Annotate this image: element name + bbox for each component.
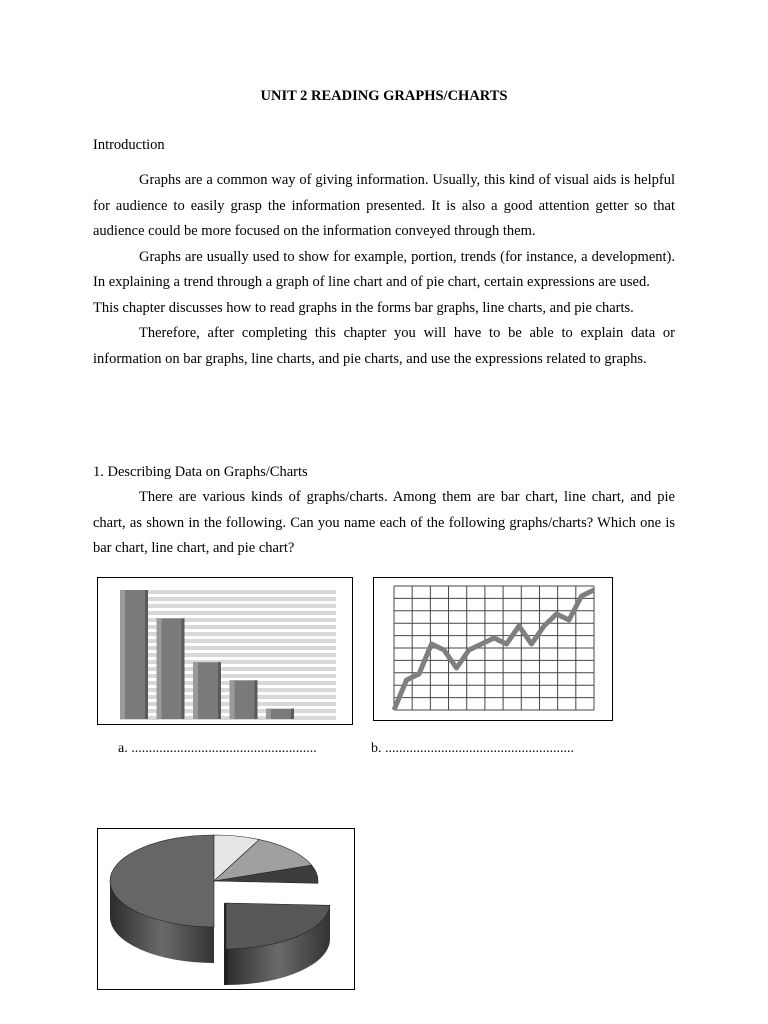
bar-1 [120, 590, 148, 719]
intro-paragraph-1: Graphs are a common way of giving information. Usually, this kind of visual aids is helpful for audience to easily grasp the information presented. It is also a good attention getter so that audience could be more focused on the information conveyed through them. [93, 172, 675, 239]
answer-a-line: a. ..................................................... [118, 741, 317, 756]
bar-4 [230, 680, 258, 719]
line-chart-image [374, 578, 612, 720]
intro-heading: Introduction [93, 137, 165, 153]
bar-chart-figure [97, 577, 353, 725]
chapter-sentence: This chapter discusses how to read graphs in the forms bar graphs, line charts, and pie charts. [93, 299, 634, 316]
line-series [394, 590, 594, 710]
bar-2 [157, 618, 185, 719]
bar-5 [266, 709, 294, 719]
section1-heading: 1. Describing Data on Graphs/Charts [93, 464, 308, 480]
section1-paragraph: There are various kinds of graphs/charts. Among them are bar chart, line chart, and pie chart, as shown in the following. Can you name each of the following graphs/charts? Which one is bar chart, line chart, and pie chart? [93, 489, 675, 556]
pie-chart-image [98, 829, 354, 989]
intro-body [93, 168, 675, 372]
answer-b-line: b. ...................................................... [371, 741, 574, 756]
intro-paragraph-2: Graphs are usually used to show for example, portion, trends (for instance, a development). In explaining a trend through a graph of line chart and of pie chart, certain expressions are used. [93, 248, 675, 290]
pie-chart-figure [97, 828, 355, 990]
line-chart-figure [373, 577, 613, 721]
page-title: UNIT 2 READING GRAPHS/CHARTS [260, 88, 508, 104]
bar-3 [193, 662, 221, 719]
objective-paragraph: Therefore, after completing this chapter you will have to be able to explain data or information on bar graphs, line charts, and pie charts, and use the expressions related to graphs. [93, 325, 675, 367]
bar-chart-image [98, 578, 352, 724]
section1-body [93, 485, 675, 562]
